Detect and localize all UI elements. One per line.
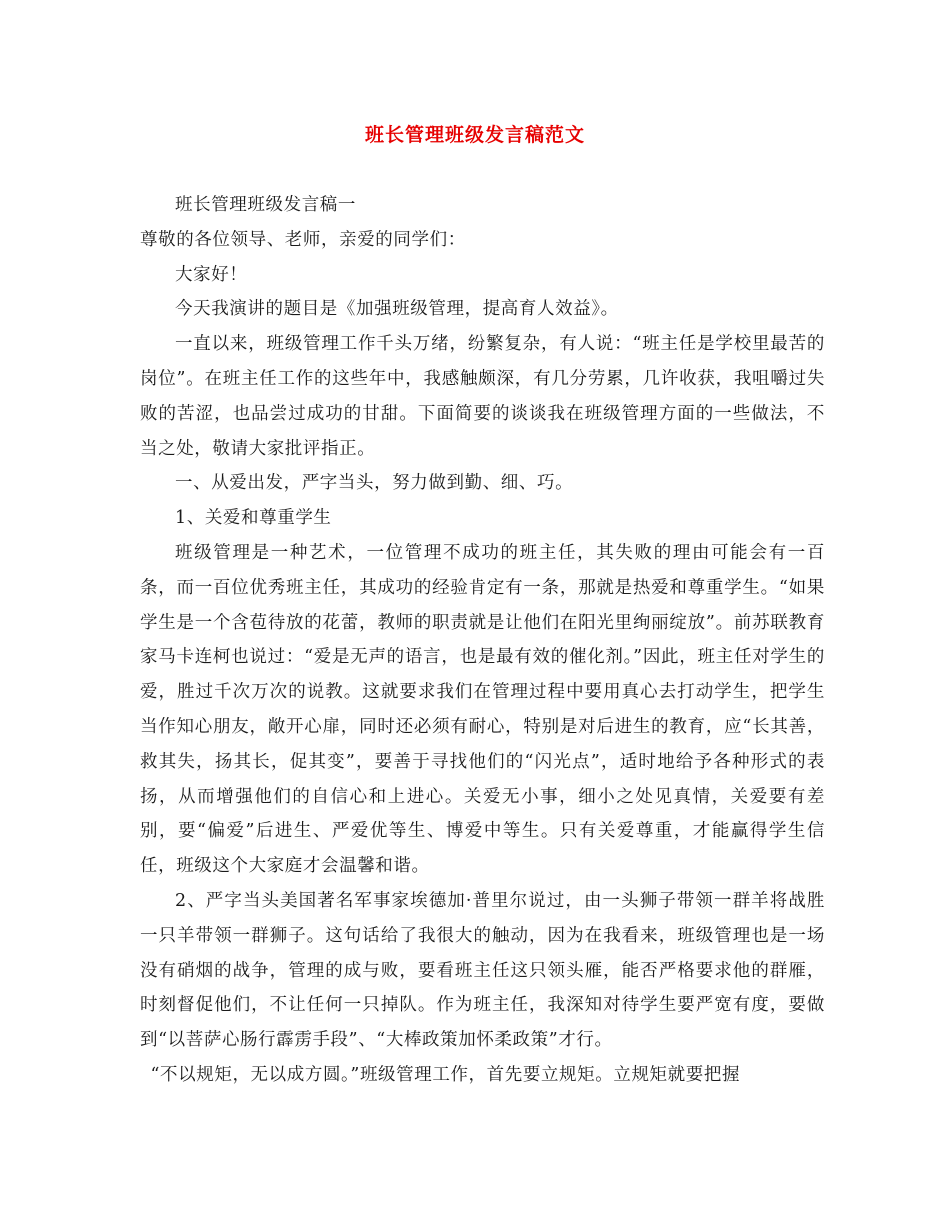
subheading: 1、关爱和尊重学生 (175, 508, 332, 529)
document-title: 班长管理班级发言稿范文 (364, 124, 585, 146)
paragraph: “不以规矩，无以成方圆。”班级管理工作，首先要立规矩。立规矩就要把握 (150, 1064, 741, 1085)
greeting: 大家好！ (175, 264, 248, 285)
document-body (140, 188, 825, 1093)
paragraph: 2、严字当头美国著名军事家埃德加·普里尔说过，由一头狮子带领一群羊将战胜一只羊带领一群狮子。这句话给了我很大的触动，因为在我看来，班级管理也是一场没有硝烟的战争，管理的成与败，要看班主任这只领头雁，能否严格要求他的群雁，时刻督促他们，不让任何一只掉队。作为班主任，我深知对待学生要严宽有度，要做到“以菩萨心肠行霹雳手段”、“大棒政策加怀柔政策”才行。 (140, 890, 825, 1051)
paragraph: 一直以来，班级管理工作千头万绪，纷繁复杂，有人说：“班主任是学校里最苦的岗位”。在班主任工作的这些年中，我感触颇深，有几分劳累，几许收获，我咀嚼过失败的苦涩，也品尝过成功的甘甜。下面简要的谈谈我在班级管理方面的一些做法，不当之处，敬请大家批评指正。 (140, 334, 825, 459)
salutation: 尊敬的各位领导、老师，亲爱的同学们： (140, 229, 466, 250)
section-heading: 班长管理班级发言稿一 (175, 195, 356, 215)
paragraph: 班级管理是一种艺术，一位管理不成功的班主任，其失败的理由可能会有一百条，而一百位优秀班主任，其成功的经验肯定有一条，那就是热爱和尊重学生。“如果学生是一个含苞待放的花蕾，教师的职责就是让他们在阳光里绚丽绽放”。前苏联教育家马卡连柯也说过：“爱是无声的语言，也是最有效的催化剂。”因此，班主任对学生的爱，胜过千次万次的说教。这就要求我们在管理过程中要用真心去打动学生，把学生当作知心朋友，敞开心扉，同时还必须有耐心，特别是对后进生的教育，应“长其善，救其失，扬其长，促其变”，要善于寻找他们的“闪光点”，适时地给予各种形式的表扬，从而增强他们的自信心和上进心。关爱无小事，细小之处见真情，关爱要有差别，要“偏爱”后进生、严爱优等生、博爱中等生。只有关爱尊重，才能赢得学生信任，班级这个大家庭才会温馨和谐。 (140, 542, 825, 877)
paragraph: 今天我演讲的题目是《加强班级管理，提高育人效益》。 (175, 299, 619, 320)
subheading: 一、从爱出发，严字当头，努力做到勤、细、巧。 (175, 473, 574, 494)
